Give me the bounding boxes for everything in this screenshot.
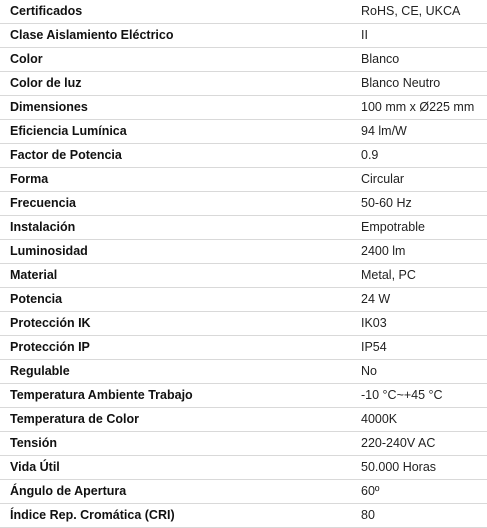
- table-row: [0, 360, 487, 384]
- spec-value: -10 °C~+45 °C: [349, 384, 487, 408]
- spec-label: Índice Rep. Cromática (CRI): [0, 504, 349, 528]
- table-row: [0, 456, 487, 480]
- table-row: [0, 192, 487, 216]
- spec-value: 50-60 Hz: [349, 192, 487, 216]
- table-row: [0, 480, 487, 504]
- spec-label: Temperatura Ambiente Trabajo: [0, 384, 349, 408]
- spec-label: Color de luz: [0, 72, 349, 96]
- spec-value: 94 lm/W: [349, 120, 487, 144]
- spec-value: II: [349, 24, 487, 48]
- spec-label: Potencia: [0, 288, 349, 312]
- table-row: [0, 432, 487, 456]
- spec-value: 60º: [349, 480, 487, 504]
- spec-value: 50.000 Horas: [349, 456, 487, 480]
- table-row: [0, 48, 487, 72]
- spec-value: Metal, PC: [349, 264, 487, 288]
- table-row: [0, 96, 487, 120]
- table-row: [0, 336, 487, 360]
- table-row: [0, 120, 487, 144]
- spec-label: Frecuencia: [0, 192, 349, 216]
- spec-label: Vida Útil: [0, 456, 349, 480]
- spec-value: IK03: [349, 312, 487, 336]
- spec-label: Tensión: [0, 432, 349, 456]
- table-row: [0, 24, 487, 48]
- spec-value: Empotrable: [349, 216, 487, 240]
- spec-value: Circular: [349, 168, 487, 192]
- spec-label: Certificados: [0, 0, 349, 24]
- spec-label: Instalación: [0, 216, 349, 240]
- table-row: [0, 504, 487, 528]
- spec-label: Ángulo de Apertura: [0, 480, 349, 504]
- spec-label: Clase Aislamiento Eléctrico: [0, 24, 349, 48]
- spec-label: Protección IP: [0, 336, 349, 360]
- table-row: [0, 240, 487, 264]
- spec-value: Blanco: [349, 48, 487, 72]
- spec-label: Temperatura de Color: [0, 408, 349, 432]
- spec-value: 24 W: [349, 288, 487, 312]
- table-row: [0, 168, 487, 192]
- table-row: [0, 384, 487, 408]
- spec-value: Blanco Neutro: [349, 72, 487, 96]
- spec-value: 0.9: [349, 144, 487, 168]
- spec-label: Eficiencia Lumínica: [0, 120, 349, 144]
- spec-label: Factor de Potencia: [0, 144, 349, 168]
- spec-label: Material: [0, 264, 349, 288]
- table-row: [0, 72, 487, 96]
- spec-label: Regulable: [0, 360, 349, 384]
- spec-value: 80: [349, 504, 487, 528]
- table-row: [0, 0, 487, 24]
- table-row: [0, 312, 487, 336]
- spec-value: 220-240V AC: [349, 432, 487, 456]
- table-row: [0, 264, 487, 288]
- spec-value: 2400 lm: [349, 240, 487, 264]
- table-row: [0, 216, 487, 240]
- table-row: [0, 288, 487, 312]
- table-row: [0, 408, 487, 432]
- spec-label: Protección IK: [0, 312, 349, 336]
- spec-label: Luminosidad: [0, 240, 349, 264]
- table-row: [0, 144, 487, 168]
- spec-value: RoHS, CE, UKCA: [349, 0, 487, 24]
- spec-value: IP54: [349, 336, 487, 360]
- spec-label: Forma: [0, 168, 349, 192]
- spec-value: No: [349, 360, 487, 384]
- spec-label: Dimensiones: [0, 96, 349, 120]
- spec-label: Color: [0, 48, 349, 72]
- spec-value: 4000K: [349, 408, 487, 432]
- spec-value: 100 mm x Ø225 mm: [349, 96, 487, 120]
